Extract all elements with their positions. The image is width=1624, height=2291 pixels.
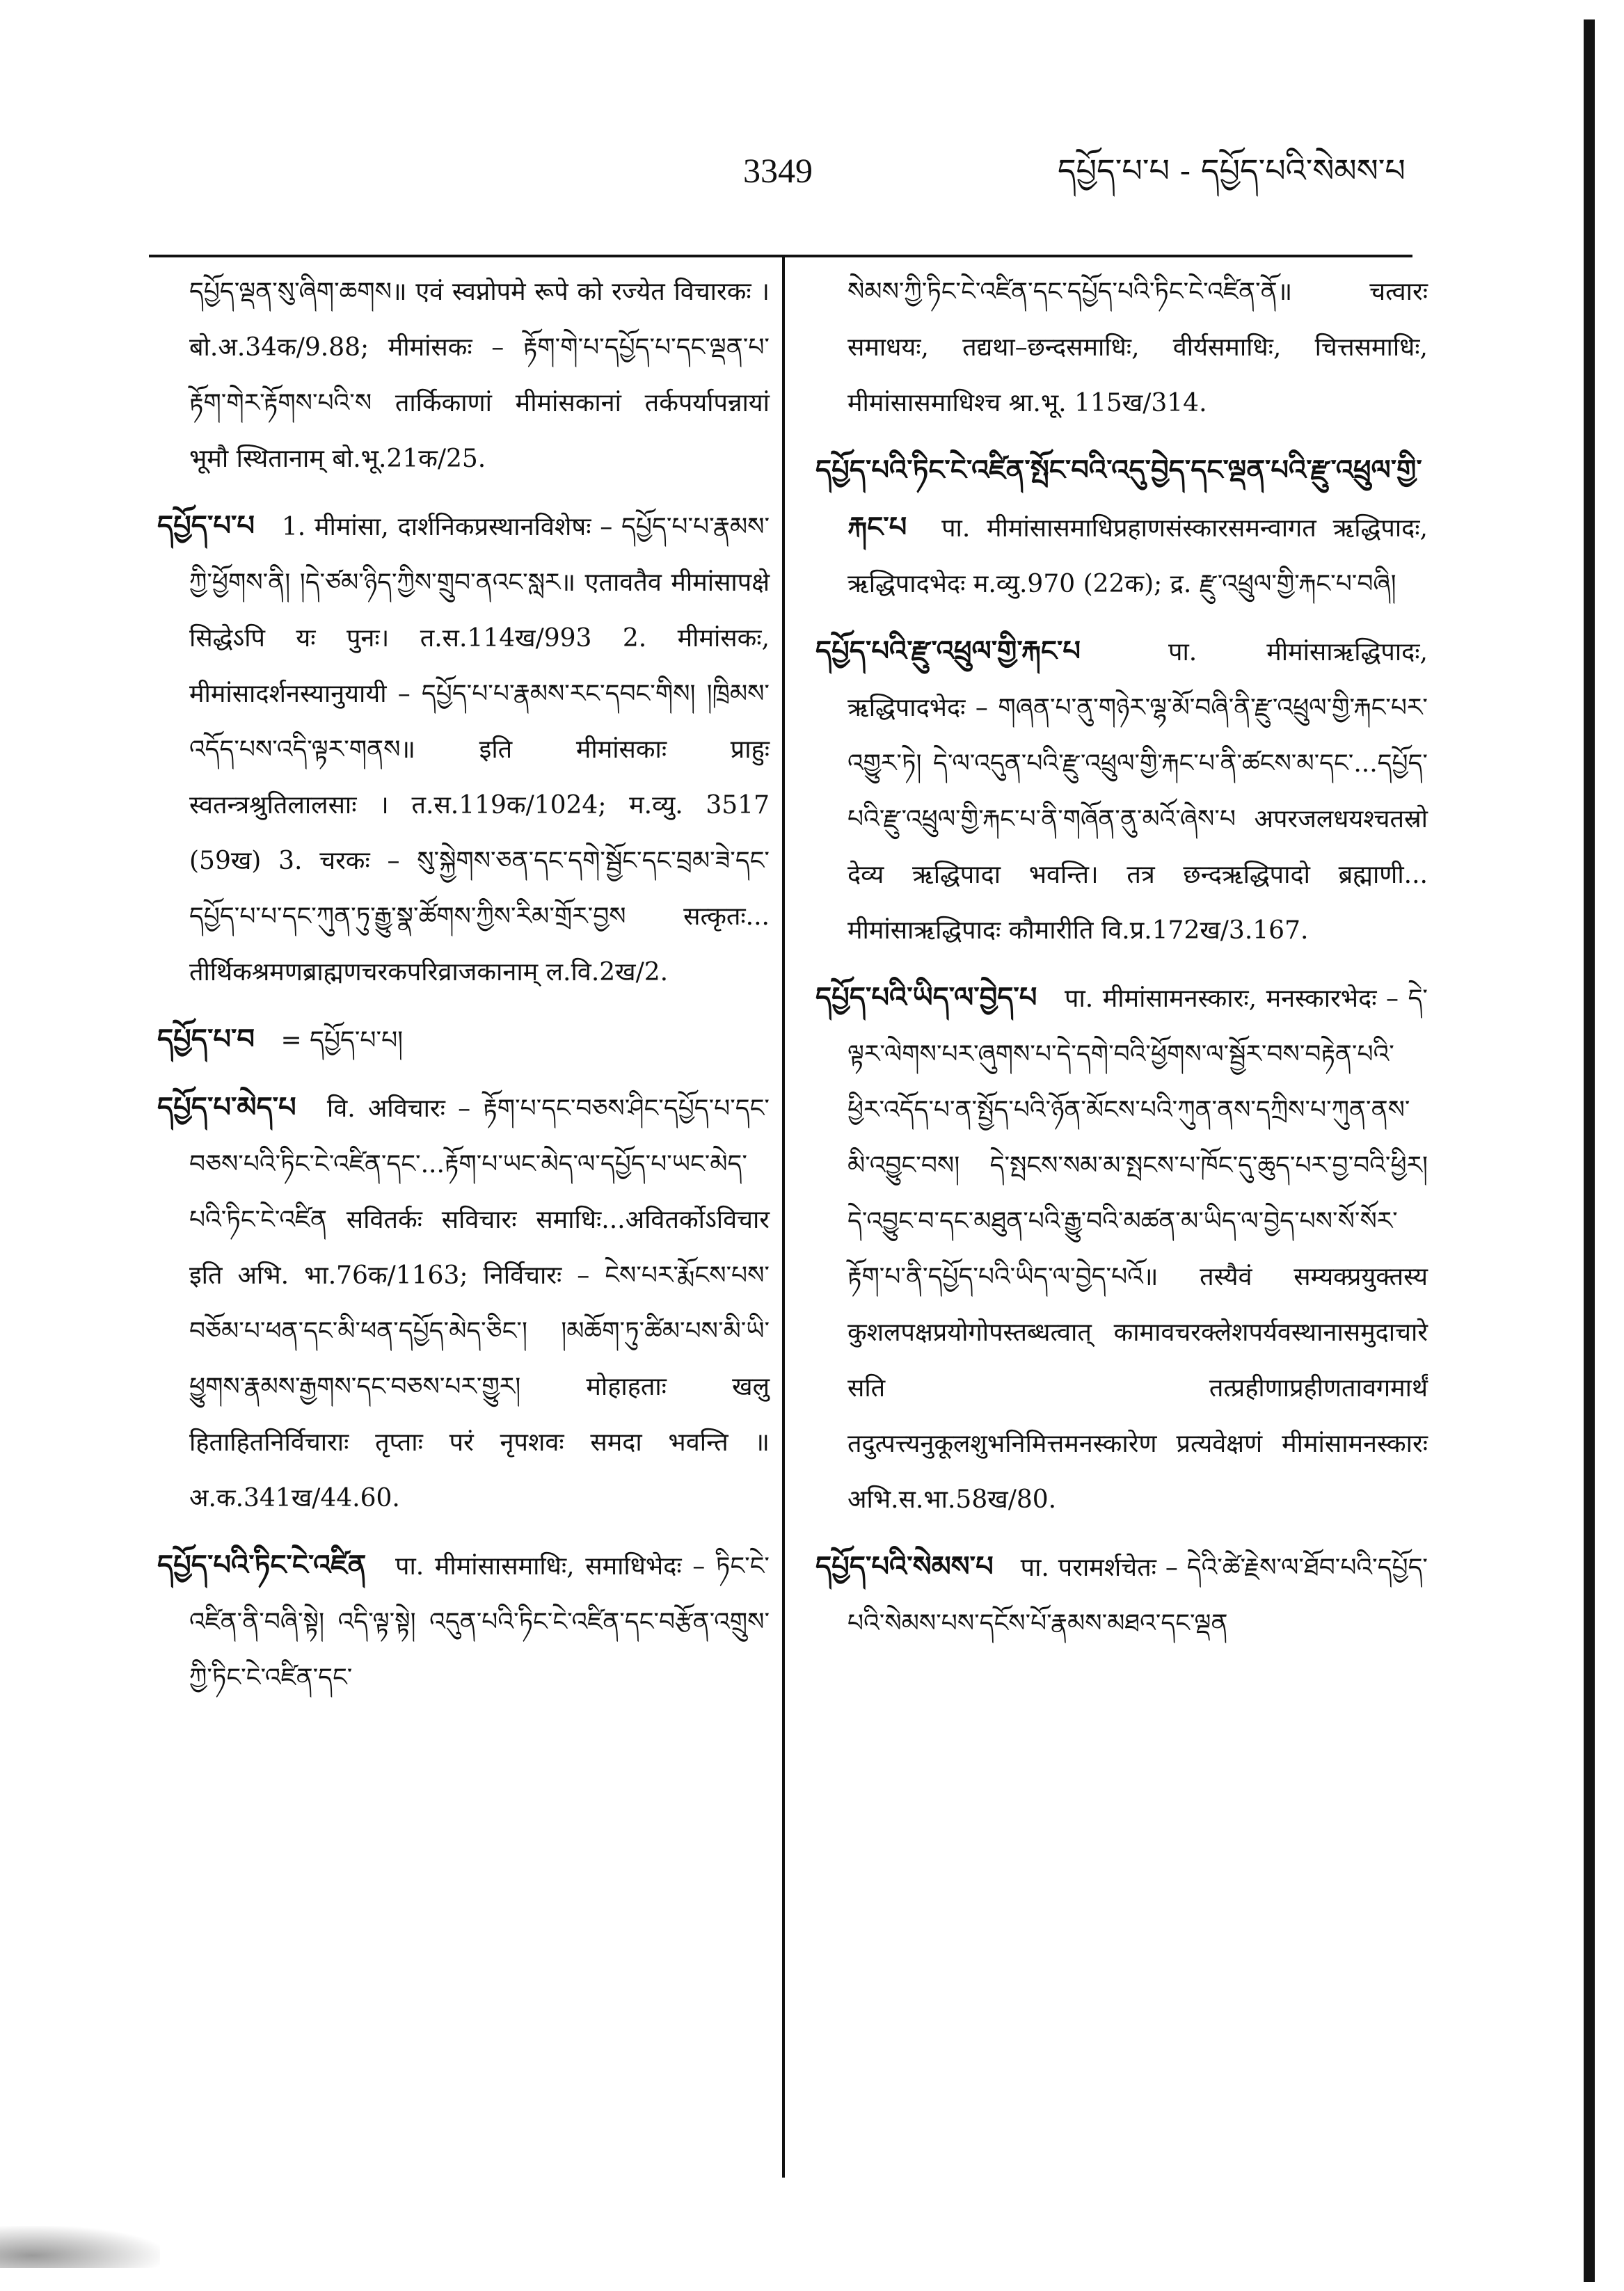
- column-divider: [782, 257, 785, 2178]
- headword: དཔྱོད་པའི་ཏིང་ངེ་འཛིན་སྤོང་བའི་འདུ་བྱེད་དང་ལྡན་པའི་རྫུ་འཕྲུལ་གྱི་རྐང་པ: [815, 454, 1422, 543]
- right-column: [815, 264, 1428, 1663]
- right-edge-bar: [1584, 19, 1595, 2282]
- headword: དཔྱོད་པའི་རྫུ་འཕྲུལ་གྱི་རྐང་པ: [815, 634, 1081, 667]
- page-number: 3349: [743, 151, 813, 190]
- header-rule: [149, 255, 1412, 257]
- dictionary-entry: [815, 264, 1428, 431]
- dictionary-entry: [157, 1080, 770, 1526]
- page-header: [0, 146, 1624, 209]
- dictionary-entry: [815, 442, 1428, 612]
- entry-text: पा. मीमांसासमाधिः, समाधिभेदः – ཏིང་ངེ་འཛིན་ནི་བཞི་སྟེ། འདི་ལྟ་སྟེ། འདུན་པའི་ཏིང་ངེ་འཛིན་དང་བརྩོན་འགྲུས་ཀྱི་ཏིང་ངེ་འཛིན་དང་: [189, 1552, 770, 1692]
- dictionary-entry: [815, 970, 1428, 1528]
- headword: དཔྱོད་པའི་ཡིད་ལ་བྱེད་པ: [815, 981, 1037, 1014]
- entry-text: སེམས་ཀྱི་ཏིང་ངེ་འཛིན་དང་དཔྱོད་པའི་ཏིང་ངེ་འཛིན་ནོ॥ चत्वारः समाधयः, तद्यथा–छन्दसमाधिः, वीर्यसमाधिः, चित्तसमाधिः, मीमांसासमाधिश्च श्रा.भू. 115ख/314.: [847, 278, 1428, 417]
- running-head: དཔྱོད་པ་པ - དཔྱོད་པའི་སེམས་པ: [1058, 152, 1406, 189]
- headword: དཔྱོད་པའི་ཏིང་ངེ་འཛིན: [157, 1549, 367, 1581]
- dictionary-entry: [157, 498, 770, 1000]
- dictionary-entry: [815, 1539, 1428, 1652]
- entry-text: पा. परामर्शचेतः – དེའི་ཚེ་རྗེས་ལ་ཐོབ་པའི་དཔྱོད་པའི་སེམས་པས་དངོས་པོ་རྣམས་མཐའ་དང་ལྡན: [847, 1554, 1428, 1638]
- headword: དཔྱོད་པ་པ: [157, 509, 255, 542]
- dictionary-entry: [157, 264, 770, 487]
- scan-smudge: [0, 2226, 160, 2268]
- headword: དཔྱོད་པའི་སེམས་པ: [815, 1550, 994, 1583]
- dictionary-entry: [157, 1012, 770, 1069]
- headword: དཔྱོད་པ་མེད་པ: [157, 1091, 296, 1124]
- dictionary-entry: [815, 623, 1428, 959]
- entry-text: पा. मीमांसामनस्कारः, मनस्कारभेदः – དེ་ལྟར་ལེགས་པར་ཞུགས་པ་དེ་དགེ་བའི་ཕྱོགས་ལ་སྦྱོར་བས་བརྟེན་པའི་ཕྱིར་འདོད་པ་ན་སྤྱོད་པའི་ཉོན་མོངས་པའི་ཀུན་ནས་དཀྲིས་པ་ཀུན་ནས་མི་འབྱུང་བས། དེ་སྤངས་སམ་མ་སྤངས་པ་ཁོང་དུ་ཆུད་པར་བྱ་བའི་ཕྱིར། དེ་འབྱུང་བ་དང་མཐུན་པའི་རྒྱུ་བའི་མཚན་མ་ཡིད་ལ་བྱེད་པས་སོ་སོར་རྟོག་པ་ནི་དཔྱོད་པའི་ཡིད་ལ་བྱེད་པའོ॥ तस्यैवं सम्यक्प्रयुक्तस्य कुशलपक्षप्रयोगोपस्तब्धत्वात् कामावचरक्लेशपर्यवस्थानासमुदाचारे सति तत्प्रहीणाप्रहीणतावगमार्थं तदुत्पत्त्यनुकूलशुभनिमित्तमनस्कारेण प्रत्यवेक्षणं मीमांसामनस्कारः अभि.स.भा.58ख/80.: [847, 984, 1428, 1514]
- headword: དཔྱོད་པ་བ: [157, 1023, 255, 1055]
- dictionary-entry: [157, 1538, 770, 1706]
- entry-text: पा. मीमांसासमाधिप्रहाणसंस्कारसमन्वागत ऋद्धिपादः, ऋद्धिपादभेदः म.व्यु.970 (22क); द्र. རྫུ་འཕྲུལ་གྱི་རྐང་པ་བཞི།: [847, 514, 1428, 598]
- left-column: [157, 264, 770, 1717]
- entry-text: वि. अविचारः – རྟོག་པ་དང་བཅས་ཤིང་དཔྱོད་པ་དང་བཅས་པའི་ཏིང་ངེ་འཛིན་དང་...རྟོག་པ་ཡང་མེད་ལ་དཔྱོད་པ་ཡང་མེད་པའི་ཏིང་ངེ་འཛིན सवितर्कः सविचारः समाधिः...अवितर्कोऽविचार इति अभि. भा.76क/1163; निर्विचारः – ངེས་པར་རྨོངས་པས་བཅོམ་པ་ཕན་དང་མི་ཕན་དཔྱོད་མེད་ཅིང་། །མཆོག་ཏུ་ཚིམ་པས་མི་ཡི་ཕྱུགས་རྣམས་རྒྱགས་དང་བཅས་པར་གྱུར། मोहाहताः खलु हिताहितनिर्विचाराः तृप्ताः परं नृपशवः समदा भवन्ति ॥ अ.क.341ख/44.60.: [189, 1094, 770, 1512]
- entry-text: पा. मीमांसाऋद्धिपादः, ऋद्धिपादभेदः – གཞན་པ་ནུ་གཉེར་ལྷ་མོ་བཞི་ནི་རྫུ་འཕྲུལ་གྱི་རྐང་པར་འགྱུར་ཏེ། དེ་ལ་འདུན་པའི་རྫུ་འཕྲུལ་གྱི་རྐང་པ་ནི་ཚངས་མ་དང་...དཔྱོད་པའི་རྫུ་འཕྲུལ་གྱི་རྐང་པ་ནི་གཞོན་ནུ་མའོ་ཞེས་པ अपरजलधयश्चतस्रो देव्य ऋद्धिपादा भवन्ति। तत्र छन्दऋद्धिपादो ब्रह्माणी... मीमांसाऋद्धिपादः कौमारीति वि.प्र.172ख/3.167.: [847, 638, 1428, 945]
- entry-text: = དཔྱོད་པ་པ།: [280, 1026, 404, 1055]
- entry-text: དཔྱོད་ལྡན་སུ་ཞིག་ཆགས॥ एवं स्वप्नोपमे रूपे को रज्येत विचारकः । बो.अ.34क/9.88; मीमांसकः – རྟོག་གེ་པ་དཔྱོད་པ་དང་ལྡན་པ་རྟོག་གེར་རྟོགས་པའི་ས तार्किकाणां मीमांसकानां तर्कपर्यापन्नायां भूमौ स्थितानाम् बो.भू.21क/25.: [189, 278, 770, 473]
- entry-text: 1. मीमांसा, दार्शनिकप्रस्थानविशेषः – དཔྱོད་པ་པ་རྣམས་ཀྱི་ཕྱོགས་ནི། །དེ་ཙམ་ཉིད་ཀྱིས་གྲུབ་ནའང་སླར॥ एतावतैव मीमांसापक्षे सिद्धेऽपि यः पुनः। त.स.114ख/993 2. मीमांसकः, मीमांसादर्शनस्यानुयायी – དཔྱོད་པ་པ་རྣམས་རང་དབང་གིས། །ཁྲིམས་འདོད་པས་འདི་ལྟར་གནས॥ इति मीमांसकाः प्राहुः स्वतन्त्रश्रुतिलालसाः । त.स.119क/1024; म.व्यु. 3517 (59ख) 3. चरकः – སུ་སྐྱེགས་ཅན་དང་དགེ་སྦྱོང་དང་བྲམ་ཟེ་དང་དཔྱོད་པ་པ་དང་ཀུན་ཏུ་རྒྱུ་སྣ་ཚོགས་ཀྱིས་རིམ་གྲོར་བྱས सत्कृतः... तीर्थिकश्रमणब्राह्मणचरकपरिव्राजकानाम् ल.वि.2ख/2.: [189, 513, 770, 987]
